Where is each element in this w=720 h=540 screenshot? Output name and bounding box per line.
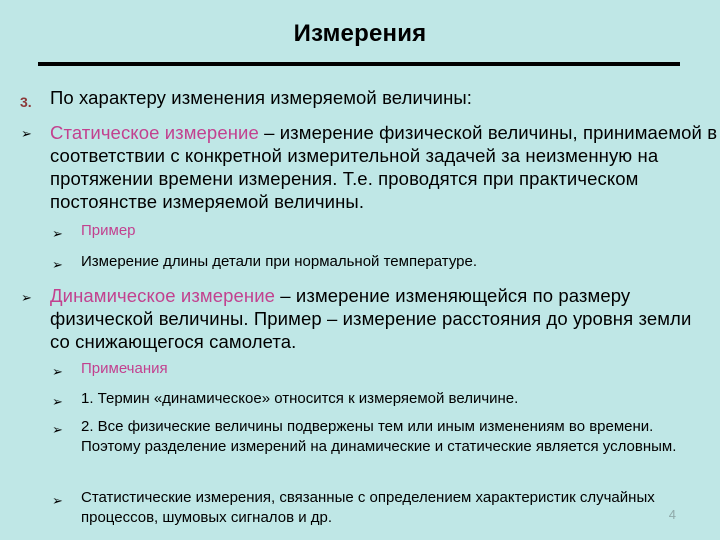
arrow-bullet-icon: ➢ [52,226,63,241]
item-number: 3. [20,94,32,110]
arrow-bullet-icon: ➢ [52,257,63,272]
section-heading: По характеру изменения измеряемой величины: [50,87,473,108]
dynamic-measurement-term: Динамическое измерение [50,285,276,306]
note-1: 1. Термин «динамическое» относится к измеряемой величине. [81,390,519,407]
slide-title: Измерения [293,20,427,47]
static-measurement-paragraph [50,121,718,213]
static-example-label: Пример [81,222,136,239]
static-example-text: Измерение длины детали при нормальной температуре. [81,253,477,270]
static-measurement-definition-rest: принимаемой в соответствии с конкретной измерительной задачей за неизменную на протяжении времени измерения. Т.е. проводятся при практическом постоянстве измеряемой величины. [50,122,718,212]
static-measurement-term: Статическое измерение [50,122,259,143]
dynamic-measurement-definition-rest: по размеру физической величины. Пример – измерение расстояния до уровня земли со снижающегося самолета. [50,285,692,352]
dynamic-measurement-paragraph [50,284,705,353]
page-number: 4 [668,507,676,522]
statistical-measurements-text: Статистические измерения, связанные с определением характеристик случайных процессов, шумовых сигналов и др. [81,489,655,526]
notes-label: Примечания [81,360,168,377]
arrow-bullet-icon: ➢ [21,290,32,305]
title-divider [38,62,680,66]
arrow-bullet-icon: ➢ [52,422,63,437]
arrow-bullet-icon: ➢ [21,126,32,141]
arrow-bullet-icon: ➢ [52,493,63,508]
arrow-bullet-icon: ➢ [52,394,63,409]
dynamic-measurement-definition-start: – измерение изменяющейся [275,285,528,306]
arrow-bullet-icon: ➢ [52,364,63,379]
note-2: 2. Все физические величины подвержены тем или иным изменениям во времени. Поэтому разделение измерений на динамические и статические является условным. [81,418,677,455]
static-measurement-definition-start: – измерение физической величины, [258,122,578,143]
